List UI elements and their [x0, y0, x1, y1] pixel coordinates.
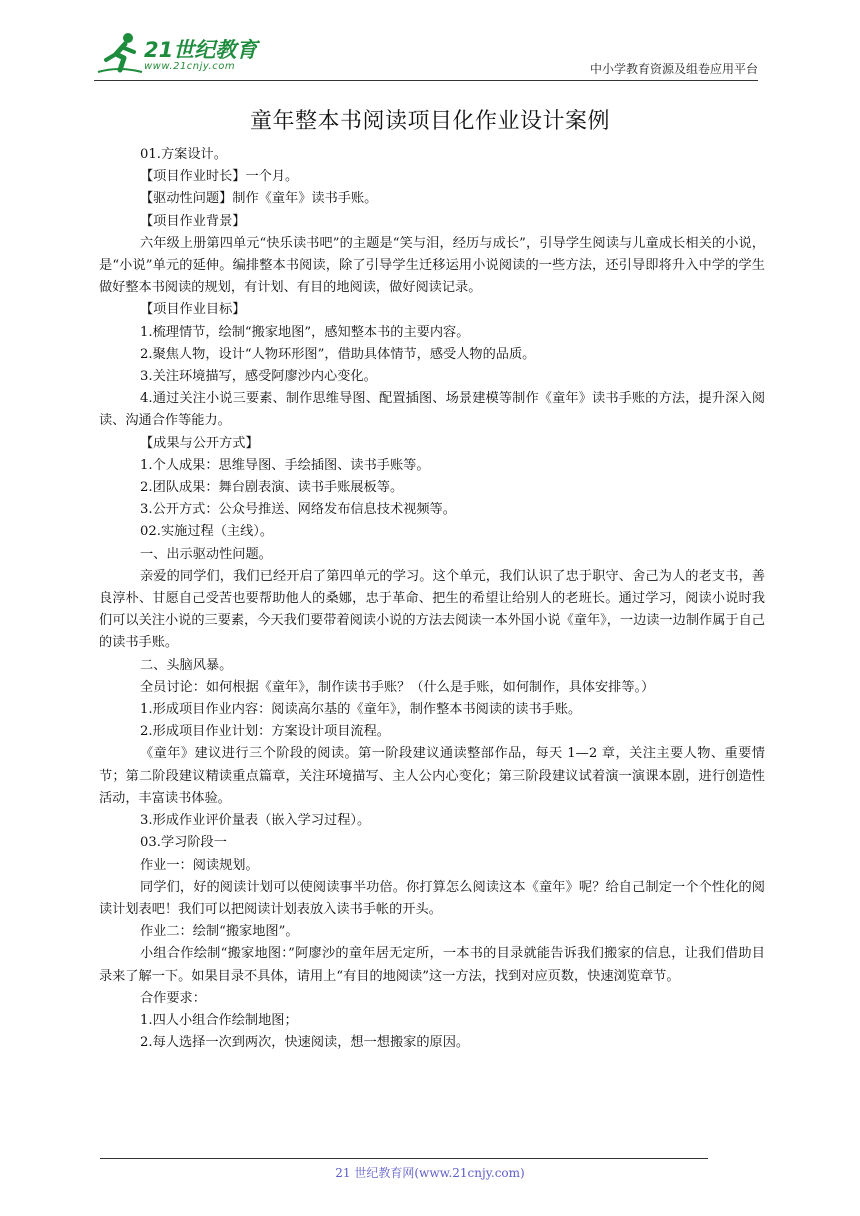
logo-text: 21世纪教育 — [144, 38, 258, 62]
list-item: 2.聚焦人物，设计“人物环形图”，借助具体情节，感受人物的品质。 — [140, 346, 536, 362]
section-heading: 02.实施过程（主线）。 — [140, 524, 274, 540]
paragraph: 一、出示驱动性问题。 — [140, 546, 272, 562]
list-item: 2.每人选择一次到两次，快速阅读，想一想搬家的原因。 — [140, 1035, 470, 1051]
page-footer: 21 世纪教育网(www.21cnjy.com) — [335, 1166, 525, 1180]
paragraph: 合作要求： — [140, 990, 206, 1006]
paragraph: 作业一：阅读规划。 — [140, 857, 259, 873]
list-item: 2.团队成果：舞台剧表演、读书手账展板等。 — [140, 480, 404, 496]
list-item: 1.个人成果：思维导图、手绘插图、读书手账等。 — [140, 457, 430, 473]
footer-divider — [100, 1158, 708, 1159]
paragraph: 同学们，好的阅读计划可以使阅读事半功倍。你打算怎么阅读这本《童年》呢？给自己制定一个个性化的阅读计划表吧！我们可以把阅读计划表放入读书手帐的开头。 — [99, 879, 765, 917]
paragraph: 六年级上册第四单元“快乐读书吧”的主题是“笑与泪，经历与成长”，引导学生阅读与儿童成长相关的小说，是“小说”单元的延伸。编排整本书阅读，除了引导学生迁移运用小说阅读的一些方法，还引导即将升入中学的学生做好整本书阅读的规划，有计划、有目的地阅读，做好阅读记录。 — [99, 235, 765, 296]
logo — [94, 30, 264, 76]
paragraph: 【项目作业时长】一个月。 — [140, 169, 299, 185]
logo-url: www.21cnjy.com — [144, 61, 236, 72]
paragraph: 小组合作绘制“搬家地图：”阿廖沙的童年居无定所，一本书的目录就能告诉我们搬家的信息，让我们借助目录来了解一下。如果目录不具体，请用上“有目的地阅读”这一方法，找到对应页数，快速浏览章节。 — [99, 946, 765, 984]
paragraph: 《童年》建议进行三个阶段的阅读。第一阶段建议通读整部作品，每天 1—2 章，关注主要人物、重要情节；第二阶段建议精读重点篇章，关注环境描写、主人公内心变化；第三阶段建议试着演一演课本剧，进行创造性活动，丰富读书体验。 — [99, 746, 765, 806]
document-body — [99, 144, 765, 1054]
list-item: 3.形成作业评价量表（嵌入学习过程）。 — [140, 813, 371, 829]
list-item: 3.公开方式：公众号推送、网络发布信息技术视频等。 — [140, 502, 456, 518]
paragraph: 作业二：绘制“搬家地图”。 — [140, 924, 299, 940]
paragraph: 全员讨论：如何根据《童年》，制作读书手账？（什么是手账，如何制作，具体安排等。） — [140, 679, 655, 695]
paragraph: 【项目作业目标】 — [140, 302, 246, 318]
platform-label: 中小学教育资源及组卷应用平台 — [589, 62, 758, 76]
list-item: 2.形成项目作业计划：方案设计项目流程。 — [140, 724, 390, 740]
paragraph: 【成果与公开方式】 — [140, 435, 259, 451]
paragraph: 亲爱的同学们，我们已经开启了第四单元的学习。这个单元，我们认识了忠于职守、舍己为人的老支书，善良淳朴、甘愿自己受苦也要帮助他人的桑娜，忠于革命、把生的希望让给别人的老班长。通过学习，阅读小说时我们可以关注小说的三要素，今天我们要带着阅读小说的方法去阅读一本外国小说《童年》，一边读一边制作属于自己的读书手账。 — [99, 568, 765, 651]
document-title: 童年整本书阅读项目化作业设计案例 — [249, 109, 610, 134]
paragraph: 二、头脑风暴。 — [140, 657, 233, 673]
header-divider — [94, 80, 758, 81]
page-header — [94, 30, 758, 82]
list-item: 1.形成项目作业内容：阅读高尔基的《童年》，制作整本书阅读的读书手账。 — [140, 702, 582, 718]
list-item: 1.四人小组合作绘制地图； — [140, 1012, 298, 1028]
section-heading: 03.学习阶段一 — [140, 835, 227, 851]
paragraph: 【驱动性问题】制作《童年》读书手账。 — [140, 191, 378, 207]
list-item: 3.关注环境描写，感受阿廖沙内心变化。 — [140, 369, 377, 385]
section-heading: 01.方案设计。 — [140, 147, 227, 162]
list-item: 1.梳理情节，绘制“搬家地图”，感知整本书的主要内容。 — [140, 324, 470, 340]
list-item: 4.通过关注小说三要素、制作思维导图、配置插图、场景建模等制作《童年》读书手账的方法，提升深入阅读、沟通合作等能力。 — [99, 391, 765, 429]
runner-logo-icon — [94, 30, 144, 76]
paragraph: 【项目作业背景】 — [140, 213, 246, 229]
